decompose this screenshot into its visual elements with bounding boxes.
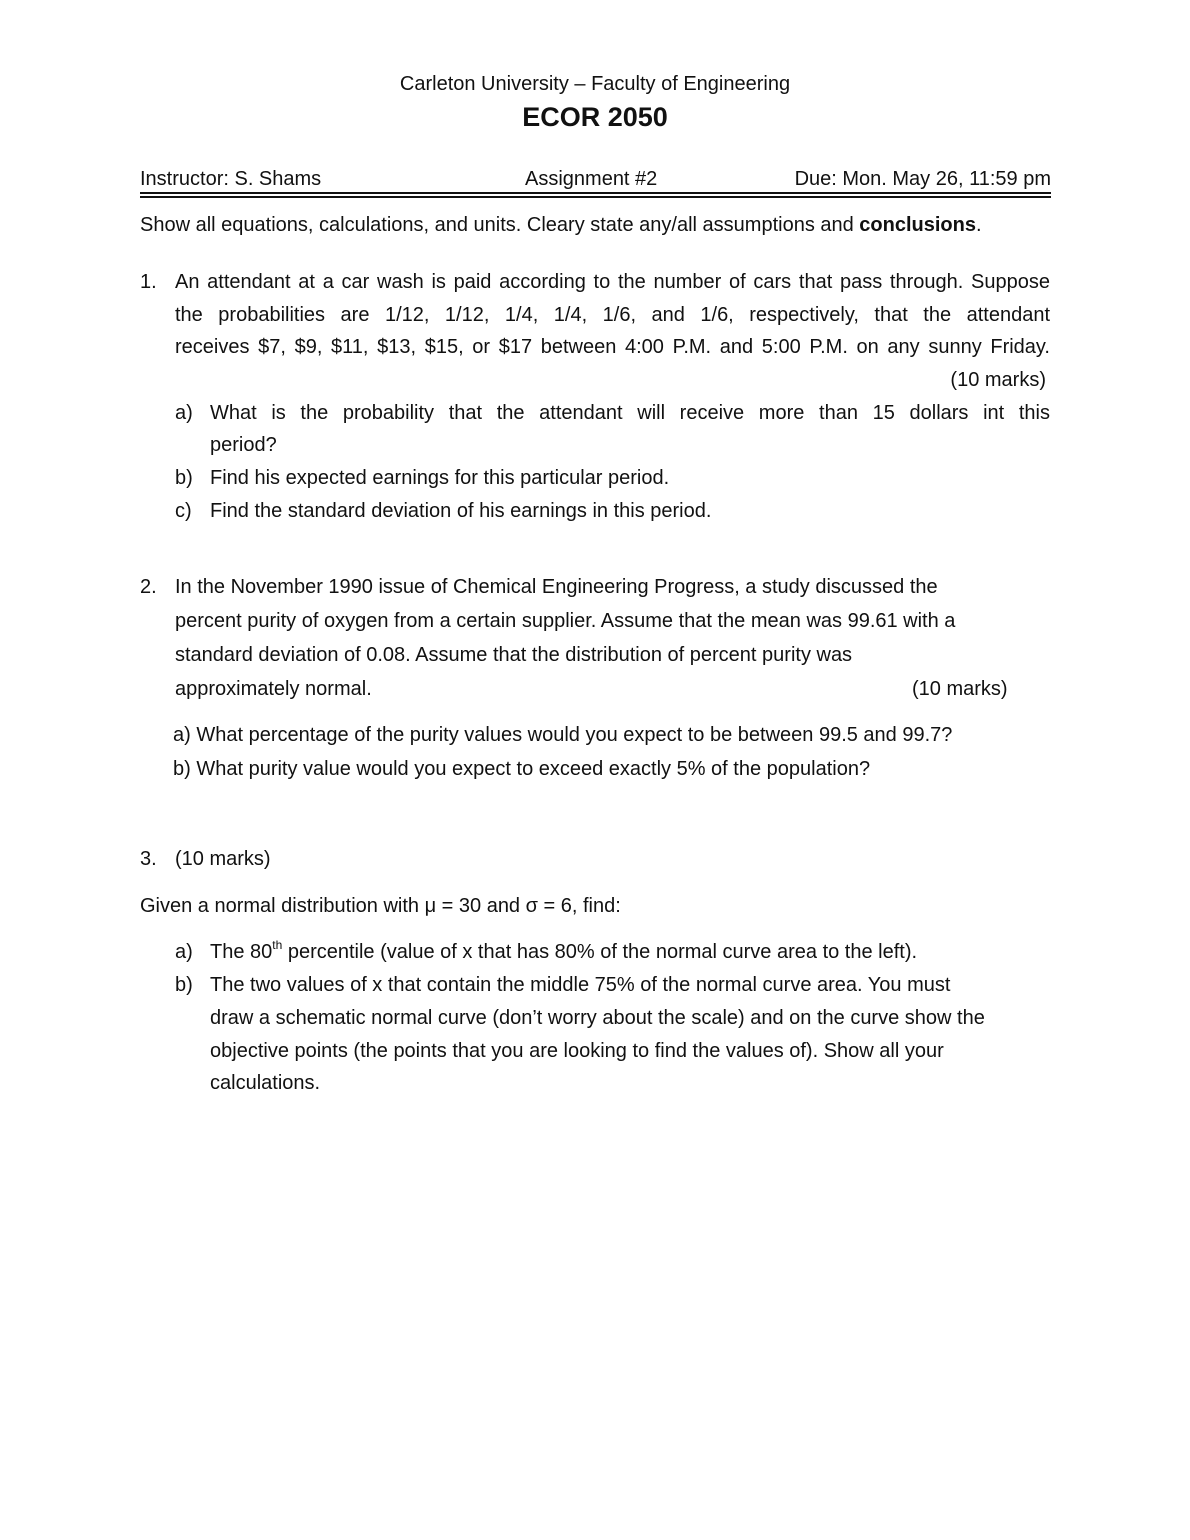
- q2-marks: (10 marks): [912, 678, 1008, 700]
- q3a-label: a): [175, 941, 193, 963]
- q2-line-1: In the November 1990 issue of Chemical Engineering Progress, a study discussed the: [175, 576, 938, 598]
- q1c-label: c): [175, 500, 192, 522]
- q3-intro: Given a normal distribution with μ = 30 and σ = 6, find:: [140, 895, 621, 917]
- university-heading: Carleton University – Faculty of Engineering: [399, 73, 791, 95]
- q3b-line-1: The two values of x that contain the middle 75% of the normal curve area. You must: [210, 974, 951, 996]
- q3a-text: [210, 938, 917, 966]
- q1-line-1: An attendant at a car wash is paid according to the number of cars that pass through. Suppose: [175, 271, 1050, 293]
- q3-number: 3.: [140, 848, 157, 870]
- assignment-label: Assignment #2: [525, 168, 658, 190]
- q2a-text: a) What percentage of the purity values would you expect to be between 99.5 and 99.7?: [173, 724, 953, 746]
- q1b-text: Find his expected earnings for this particular period.: [210, 467, 670, 489]
- header-rule-bottom: [140, 196, 1051, 198]
- q1-marks: (10 marks): [950, 369, 1046, 391]
- q3b-line-3: objective points (the points that you are looking to find the values of). Show all your: [210, 1040, 944, 1062]
- header-rule-top: [140, 192, 1051, 194]
- instructions-bold: conclusions: [859, 214, 976, 236]
- q2-line-3: standard deviation of 0.08. Assume that the distribution of percent purity was: [175, 644, 853, 666]
- q2-number: 2.: [140, 576, 157, 598]
- q3b-label: b): [175, 974, 193, 996]
- q1-number: 1.: [140, 271, 157, 293]
- q2b-text: b) What purity value would you expect to exceed exactly 5% of the population?: [173, 758, 871, 780]
- q3a-post: percentile (value of x that has 80% of the normal curve area to the left).: [282, 941, 918, 963]
- instructions-end: .: [976, 214, 982, 236]
- q3b-line-2: draw a schematic normal curve (don’t worry about the scale) and on the curve show the: [210, 1007, 985, 1029]
- q1a-line-1: What is the probability that the attendant will receive more than 15 dollars int this: [210, 402, 1050, 424]
- instructor-label: Instructor: S. Shams: [140, 168, 322, 190]
- q3-marks: (10 marks): [175, 848, 271, 870]
- q2-line-4: approximately normal.: [175, 678, 372, 700]
- instructions: [140, 211, 982, 239]
- q2-line-2: percent purity of oxygen from a certain supplier. Assume that the mean was 99.61 with a: [175, 610, 956, 632]
- q1a-label: a): [175, 402, 193, 424]
- q1c-text: Find the standard deviation of his earnings in this period.: [210, 500, 712, 522]
- q1b-label: b): [175, 467, 193, 489]
- q3a-superscript: th: [272, 938, 283, 953]
- course-title: ECOR 2050: [522, 102, 668, 132]
- q3b-line-4: calculations.: [210, 1072, 321, 1094]
- q3a-pre: The 80: [210, 941, 273, 963]
- q1-line-2: the probabilities are 1/12, 1/12, 1/4, 1/4, 1/6, and 1/6, respectively, that the attendant: [175, 304, 1050, 326]
- q1-line-3: receives $7, $9, $11, $13, $15, or $17 between 4:00 P.M. and 5:00 P.M. on any sunny Friday.: [175, 336, 1050, 358]
- due-date-label: Due: Mon. May 26, 11:59 pm: [794, 168, 1051, 190]
- instructions-text: Show all equations, calculations, and units. Cleary state any/all assumptions and: [140, 214, 860, 236]
- q1a-line-2: period?: [210, 434, 277, 456]
